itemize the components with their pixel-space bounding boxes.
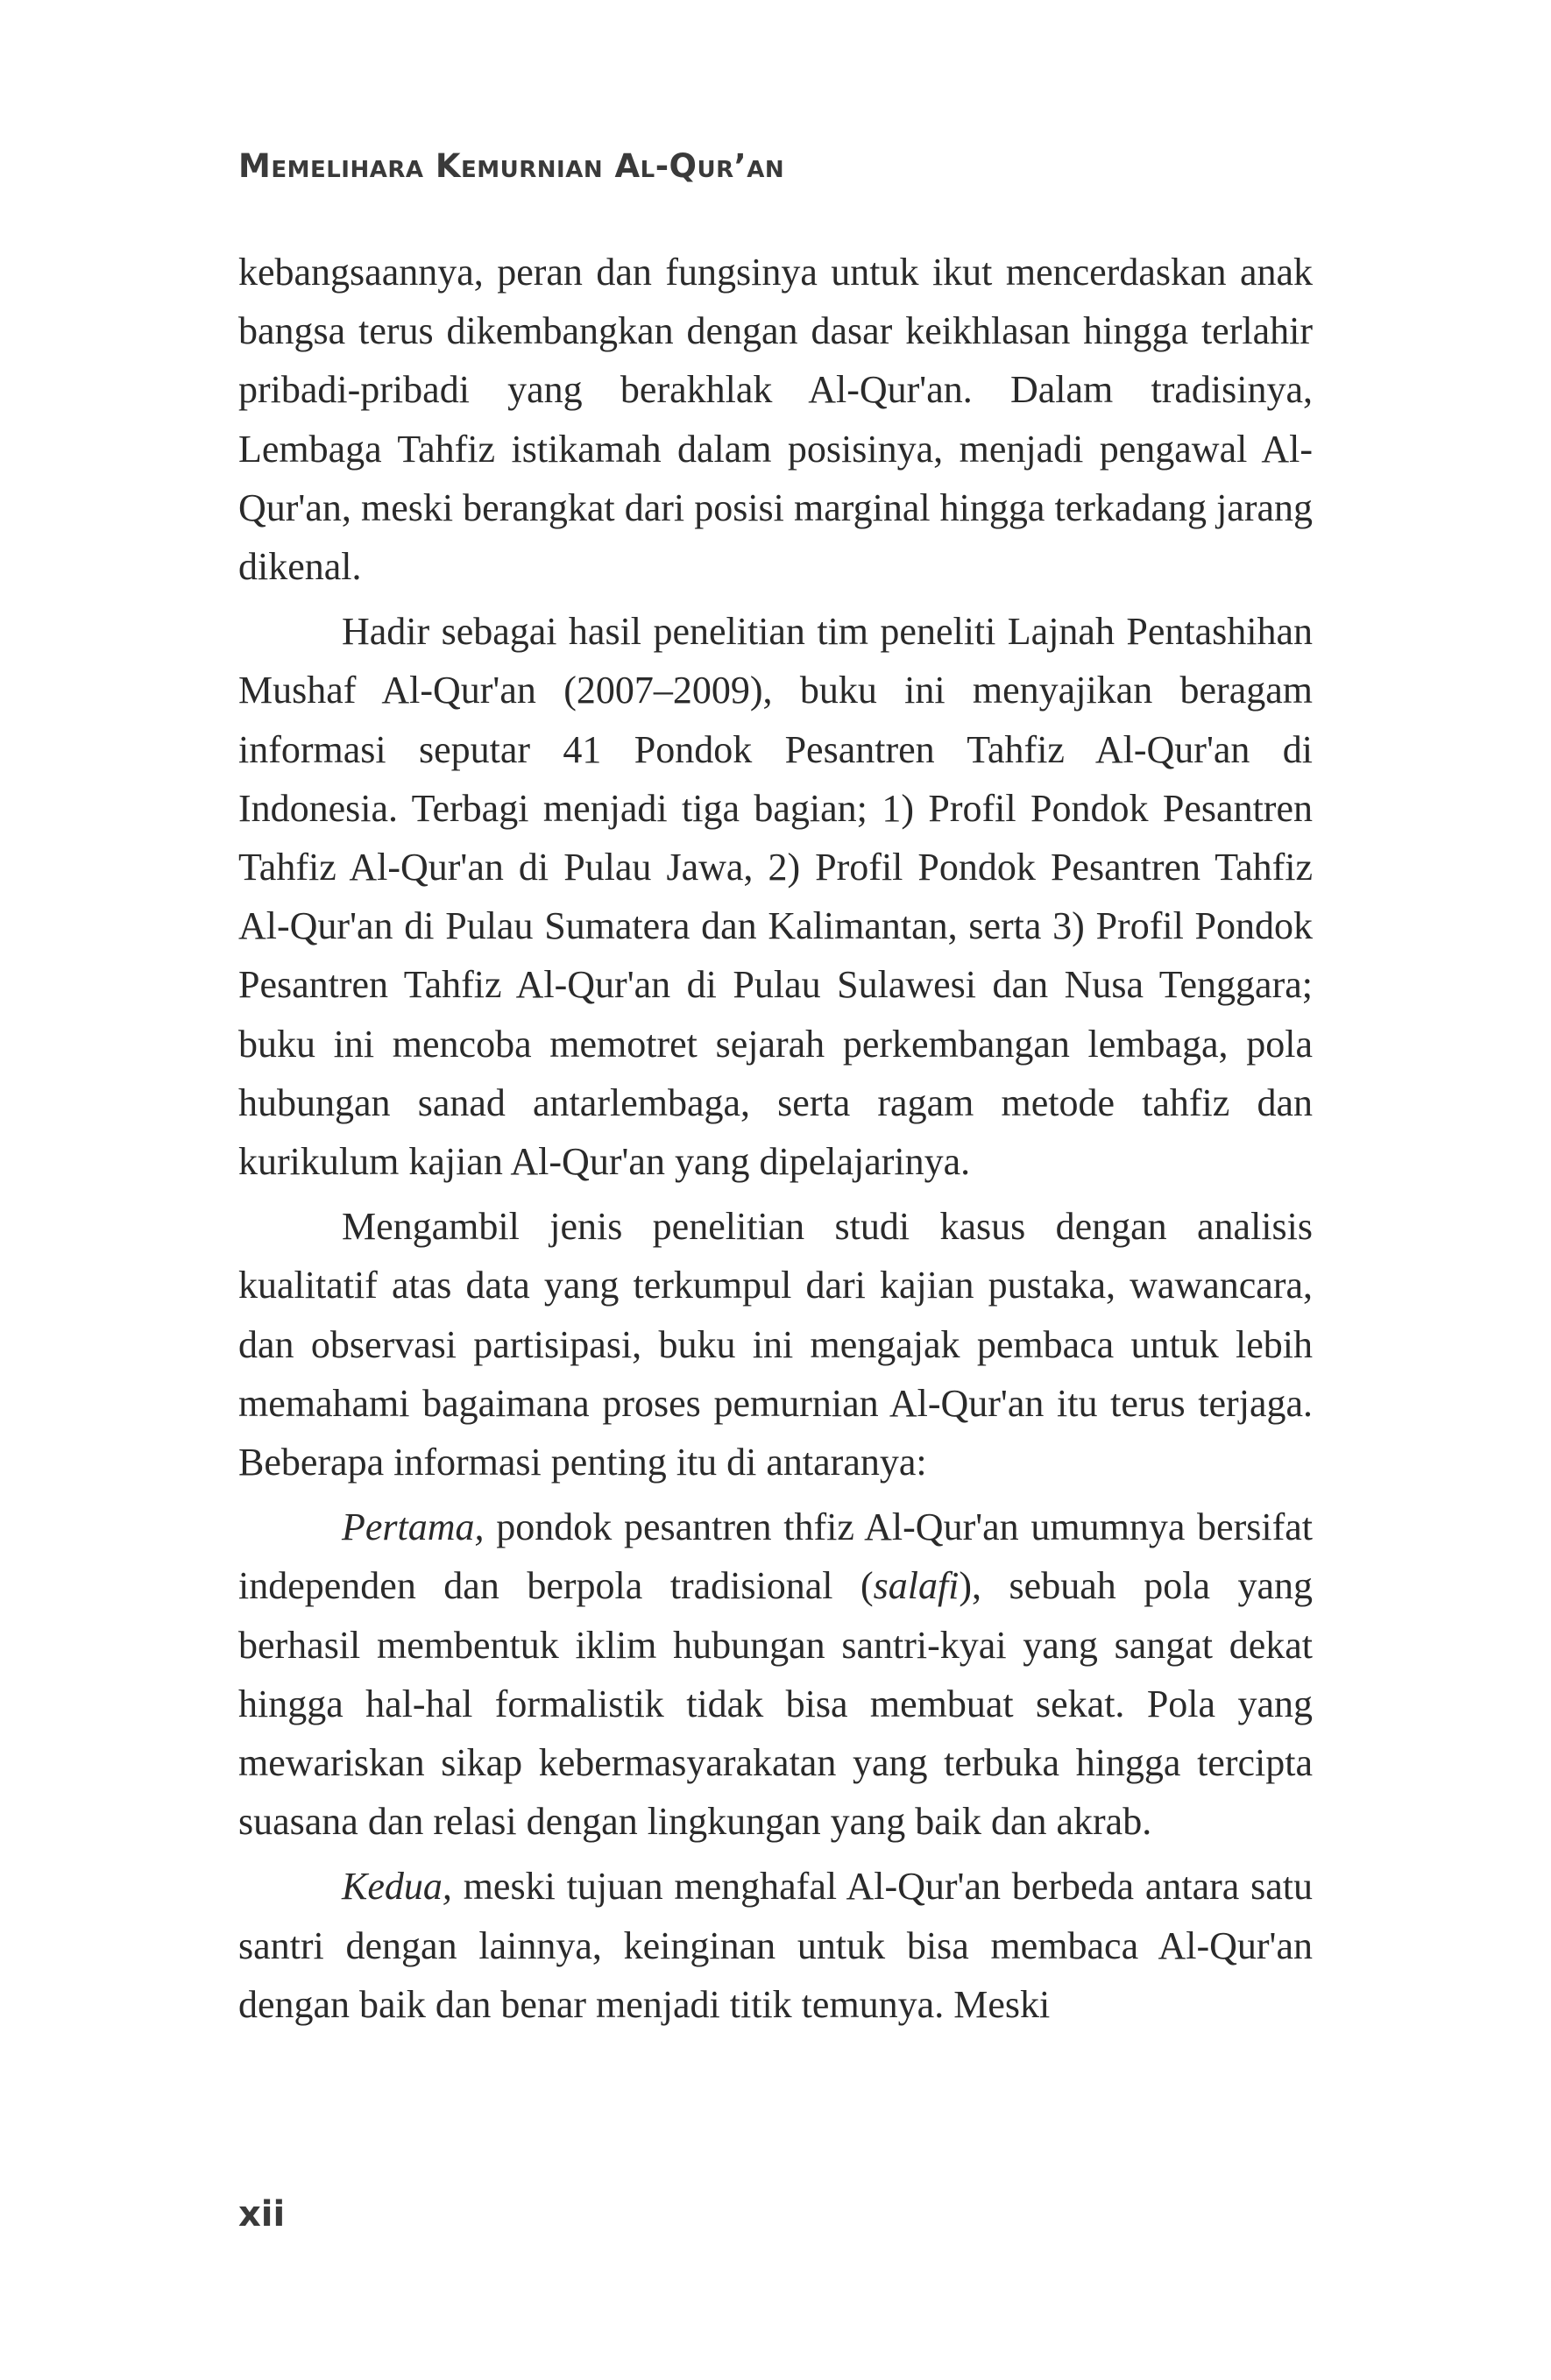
paragraph-3: Mengambil jenis penelitian studi kasus dengan analisis kualitatif atas data yang terkumpul dari kajian pustaka, wawancara, dan observasi partisipasi, buku ini mengajak pembaca untuk lebih memahami bagaimana proses pemurnian Al-Qur'an itu terus terjaga. Beberapa informasi penting itu di antaranya:: [238, 1205, 1313, 1484]
paragraph-5-text: meski tujuan menghafal Al-Qur'an berbeda antara satu santri dengan lainnya, keinginan untuk bisa membaca Al-Qur'an dengan baik dan benar menjadi titik temunya. Meski: [238, 1865, 1313, 2026]
body-text: [238, 243, 1313, 2040]
paragraph-4-text-b: ), sebuah pola yang berhasil membentuk iklim hubungan santri-kyai yang sangat dekat hingga hal-hal formalistik tidak bisa membuat sekat. Pola yang mewariskan sikap kebermasyarakatan yang terbuka hingga tercipta suasana dan relasi dengan lingkungan yang baik dan akrab.: [238, 1564, 1313, 1844]
paragraph-5-lead: Kedua,: [342, 1865, 452, 1909]
paragraph-1: kebangsaannya, peran dan fungsinya untuk ikut mencerdaskan anak bangsa terus dikembangkan dengan dasar keikhlasan hingga terlahir pribadi-pribadi yang berakhlak Al-Qur'an. Dalam tradisinya, Lembaga Tahfiz istikamah dalam posisinya, menjadi pengawal Al-Qur'an, meski berangkat dari posisi marginal hingga terkadang jarang dikenal.: [238, 251, 1313, 589]
page-number: xii: [238, 2194, 286, 2235]
running-head: Memelihara Kemurnian Al-Qur’an: [238, 147, 785, 185]
paragraph-4-italic-term: salafi: [873, 1564, 960, 1608]
paragraph-4: [238, 1498, 1313, 1851]
paragraph-2: Hadir sebagai hasil penelitian tim peneliti Lajnah Pentashihan Mushaf Al-Qur'an (2007–2009), buku ini menyajikan beragam informasi seputar 41 Pondok Pesantren Tahfiz Al-Qur'an di Indonesia. Terbagi menjadi tiga bagian; 1) Profil Pondok Pesantren Tahfiz Al-Qur'an di Pulau Jawa, 2) Profil Pondok Pesantren Tahfiz Al-Qur'an di Pulau Sumatera dan Kalimantan, serta 3) Profil Pondok Pesantren Tahfiz Al-Qur'an di Pulau Sulawesi dan Nusa Tenggara; buku ini mencoba memotret sejarah perkembangan lembaga, pola hubungan sanad antarlembaga, serta ragam metode tahfiz dan kurikulum kajian Al-Qur'an yang dipelajarinya.: [238, 610, 1313, 1184]
paragraph-4-lead: Pertama,: [342, 1505, 485, 1549]
paragraph-5: [238, 1857, 1313, 2034]
paragraph-4-text-a: pondok pesantren thfiz Al-Qur'an umumnya bersifat independen dan berpola tradisional (: [238, 1505, 1313, 1608]
